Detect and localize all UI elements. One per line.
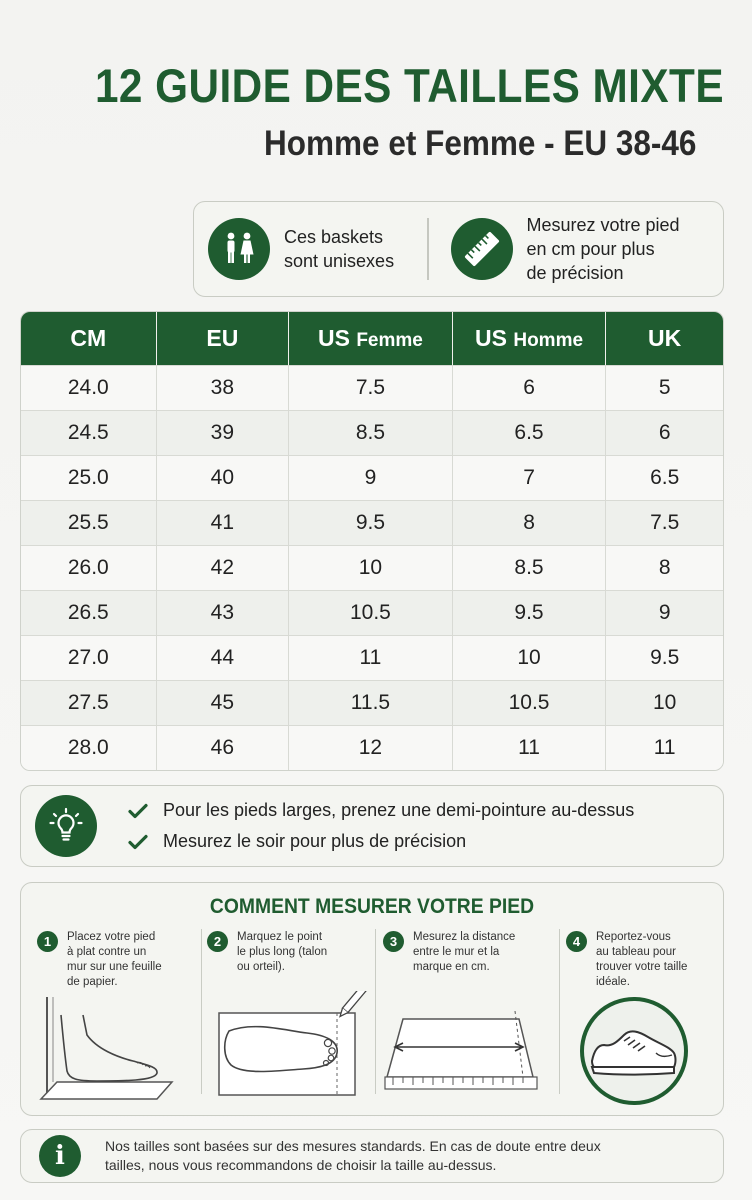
step-1 [37, 927, 197, 1107]
cell-uk: 6 [606, 410, 723, 455]
step-2 [207, 927, 367, 1107]
cell-cm: 25.5 [21, 500, 157, 545]
cell-eu: 41 [157, 500, 290, 545]
cell-eu: 44 [157, 635, 290, 680]
page-subtitle: Homme et Femme - EU 38-46 [263, 124, 696, 163]
page-title: 12 GUIDE DES TAILLES MIXTE [94, 59, 725, 112]
measure-distance-icon [383, 999, 553, 1104]
size-table [20, 311, 724, 771]
cell-us-femme: 11.5 [289, 680, 453, 725]
tips-box [20, 785, 724, 867]
foot-on-paper-icon [207, 991, 367, 1106]
step-4 [566, 927, 716, 1107]
col-header-us-homme: US Homme [453, 312, 607, 365]
step-text: Placez votre pied à plat contre un mur sur une feuille de papier. [67, 931, 162, 988]
table-row [21, 545, 723, 590]
note-box [20, 1129, 724, 1183]
table-row [21, 680, 723, 725]
step-text: Mesurez la distance entre le mur et la marque en cm. [413, 931, 516, 973]
cell-us-homme: 6 [453, 365, 607, 410]
cell-us-femme: 9.5 [289, 500, 453, 545]
cell-us-homme: 8 [453, 500, 607, 545]
step-number: 1 [37, 931, 58, 952]
foot-against-wall-icon [37, 997, 197, 1107]
male-female-icon [208, 218, 270, 280]
cell-cm: 27.5 [21, 680, 157, 725]
step-text: Reportez-vous au tableau pour trouver votre taille idéale. [596, 931, 688, 988]
how-to-title: COMMENT MESURER VOTRE PIED [209, 895, 535, 918]
cell-us-homme: 7 [453, 455, 607, 500]
cell-us-femme: 10 [289, 545, 453, 590]
cell-cm: 24.0 [21, 365, 157, 410]
note-text: Nos tailles sont basées sur des mesures standards. En cas de doute entre deux tailles, nous vous recommandons de choisir la taille au-dessus. [105, 1138, 601, 1173]
tip-item: Mesurez le soir pour plus de précision [127, 826, 634, 857]
cell-us-femme: 7.5 [289, 365, 453, 410]
cell-us-homme: 9.5 [453, 590, 607, 635]
sneaker-icon [578, 995, 690, 1107]
cell-eu: 46 [157, 725, 290, 770]
table-row [21, 455, 723, 500]
measure-info [429, 202, 724, 296]
step-divider [559, 929, 560, 1094]
cell-eu: 43 [157, 590, 290, 635]
cell-eu: 39 [157, 410, 290, 455]
cell-uk: 9 [606, 590, 723, 635]
table-body [21, 365, 723, 770]
step-3 [383, 927, 553, 1107]
cell-uk: 5 [606, 365, 723, 410]
tip-item: Pour les pieds larges, prenez une demi-pointure au-dessus [127, 795, 634, 826]
tips-list [127, 795, 634, 857]
info-icon: i [39, 1135, 81, 1177]
cell-us-femme: 10.5 [289, 590, 453, 635]
col-header-uk: UK [606, 312, 723, 365]
unisex-info [194, 202, 427, 296]
step-number: 3 [383, 931, 404, 952]
cell-cm: 27.0 [21, 635, 157, 680]
table-row [21, 410, 723, 455]
cell-uk: 8 [606, 545, 723, 590]
col-header-eu: EU [157, 312, 290, 365]
cell-cm: 26.5 [21, 590, 157, 635]
table-row [21, 365, 723, 410]
cell-us-homme: 10 [453, 635, 607, 680]
cell-us-homme: 10.5 [453, 680, 607, 725]
cell-uk: 6.5 [606, 455, 723, 500]
step-number: 2 [207, 931, 228, 952]
cell-eu: 38 [157, 365, 290, 410]
cell-cm: 25.0 [21, 455, 157, 500]
step-number: 4 [566, 931, 587, 952]
cell-uk: 9.5 [606, 635, 723, 680]
unisex-text: Ces baskets sont unisexes [284, 227, 395, 271]
col-header-us-femme: US Femme [289, 312, 453, 365]
step-divider [375, 929, 376, 1094]
cell-eu: 40 [157, 455, 290, 500]
table-row [21, 500, 723, 545]
measure-text: Mesurez votre pied en cm pour plus de précision [526, 215, 680, 283]
cell-uk: 11 [606, 725, 723, 770]
cell-cm: 26.0 [21, 545, 157, 590]
table-header-row [21, 312, 723, 365]
cell-us-femme: 12 [289, 725, 453, 770]
cell-us-homme: 8.5 [453, 545, 607, 590]
how-to-measure-box [20, 882, 724, 1116]
info-banner [193, 201, 724, 297]
check-icon [127, 831, 149, 853]
col-header-cm: CM [21, 312, 157, 365]
step-divider [201, 929, 202, 1094]
ruler-icon [451, 218, 513, 280]
cell-cm: 28.0 [21, 725, 157, 770]
cell-us-homme: 6.5 [453, 410, 607, 455]
table-row [21, 590, 723, 635]
cell-uk: 10 [606, 680, 723, 725]
cell-us-homme: 11 [453, 725, 607, 770]
check-icon [127, 800, 149, 822]
table-row [21, 725, 723, 770]
cell-uk: 7.5 [606, 500, 723, 545]
cell-cm: 24.5 [21, 410, 157, 455]
cell-us-femme: 9 [289, 455, 453, 500]
cell-us-femme: 8.5 [289, 410, 453, 455]
cell-eu: 42 [157, 545, 290, 590]
table-row [21, 635, 723, 680]
cell-us-femme: 11 [289, 635, 453, 680]
lightbulb-icon [35, 795, 97, 857]
cell-eu: 45 [157, 680, 290, 725]
step-text: Marquez le point le plus long (talon ou orteil). [237, 931, 328, 973]
